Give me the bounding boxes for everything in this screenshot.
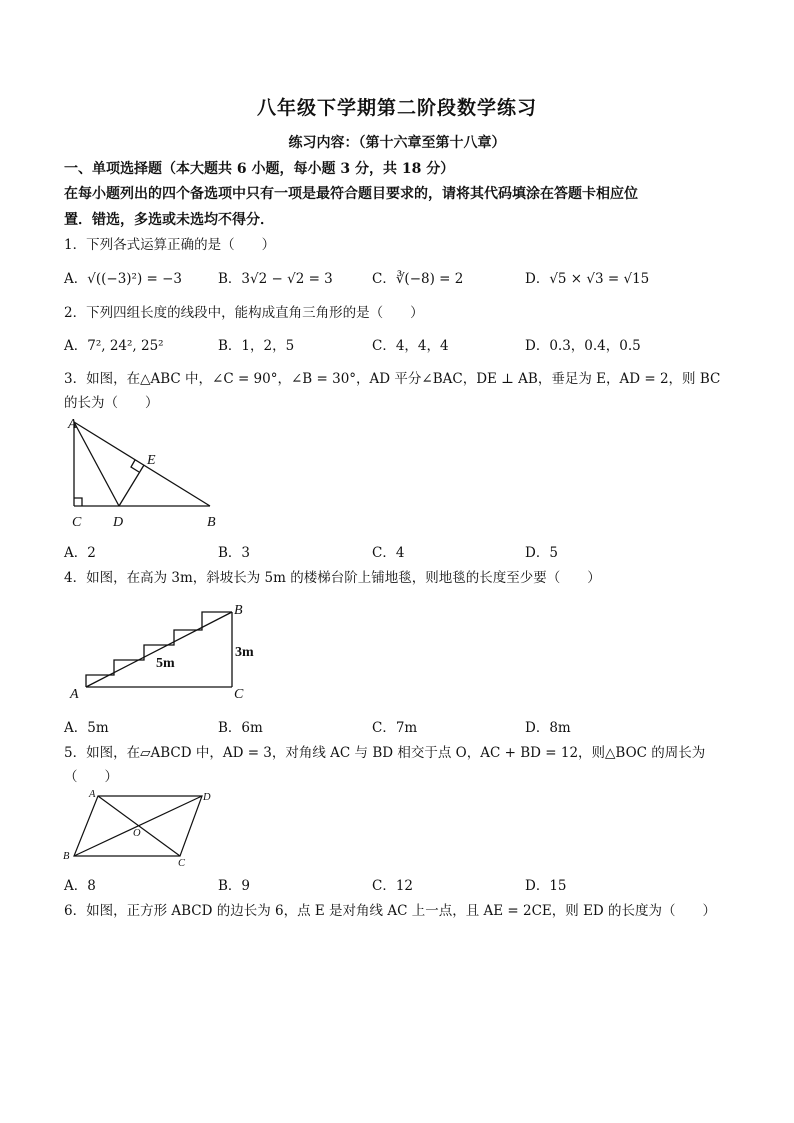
label-b: B <box>234 603 243 618</box>
label-b: B <box>63 851 70 862</box>
segment-ab <box>74 422 210 506</box>
question-4-stem: 4．如图，在高为 3m，斜坡长为 5m 的楼梯台阶上铺地毯，则地毯的长度至少要（ ） <box>64 570 601 586</box>
question-1-option-b[interactable]: B．3√2 − √2 = 3 <box>218 271 333 287</box>
question-1-stem: 1．下列各式运算正确的是（ ） <box>64 237 276 253</box>
question-5-option-d[interactable]: D．15 <box>525 878 567 894</box>
figure-staircase <box>62 596 262 704</box>
label-a: A <box>70 687 79 702</box>
label-a: A <box>68 417 77 432</box>
question-2-option-b[interactable]: B．1，2，5 <box>218 338 295 354</box>
question-5-stem-line1: 5．如图，在▱ABCD 中，AD = 3，对角线 AC 与 BD 相交于点 O，AC + BD = 12，则△BOC 的周长为 <box>64 745 706 761</box>
label-slope-length: 5m <box>156 656 175 671</box>
question-2-option-d[interactable]: D．0.3，0.4，0.5 <box>525 338 641 354</box>
label-c: C <box>72 515 82 530</box>
label-b: B <box>207 515 216 530</box>
question-3-stem-line1: 3．如图，在△ABC 中，∠C = 90°，∠B = 30°，AD 平分∠BAC，DE ⊥ AB，垂足为 E，AD = 2，则 BC <box>64 371 721 387</box>
question-1-option-c[interactable]: C．∛(−8) = 2 <box>372 271 464 287</box>
label-d: D <box>113 515 124 530</box>
figure-parallelogram <box>62 786 222 868</box>
question-5-option-c[interactable]: C．12 <box>372 878 414 894</box>
section-heading: 一、单项选择题（本大题共 6 小题，每小题 3 分，共 18 分） <box>64 161 455 177</box>
label-d: D <box>203 792 211 803</box>
label-a: A <box>89 789 96 800</box>
segment-ad <box>74 422 119 506</box>
question-2-stem: 2．下列四组长度的线段中，能构成直角三角形的是（ ） <box>64 305 424 321</box>
page-title: 八年级下学期第二阶段数学练习 <box>256 97 537 119</box>
question-1-option-a[interactable]: A．√((−3)²) = −3 <box>64 271 183 287</box>
question-5-option-b[interactable]: B．9 <box>218 878 251 894</box>
question-3-option-d[interactable]: D．5 <box>525 545 558 561</box>
segment-ab-slope <box>86 612 232 687</box>
question-4-option-b[interactable]: B．6m <box>218 720 263 736</box>
section-instruction-line2: 置．错选，多选或未选均不得分． <box>64 212 274 228</box>
question-5-option-a[interactable]: A．8 <box>64 878 96 894</box>
question-2-option-a[interactable]: A．7², 24², 25² <box>64 338 164 354</box>
question-3-option-b[interactable]: B．3 <box>218 545 251 561</box>
question-5-stem-line2: （ ） <box>64 769 118 785</box>
label-o: O <box>133 828 141 839</box>
segment-de <box>119 465 144 506</box>
figure-triangle-abc <box>62 414 227 532</box>
question-1-option-d[interactable]: D．√5 × √3 = √15 <box>525 271 650 287</box>
question-3-option-c[interactable]: C．4 <box>372 545 405 561</box>
right-angle-mark-c <box>74 498 82 506</box>
question-2-option-c[interactable]: C．4，4，4 <box>372 338 449 354</box>
page-subtitle: 练习内容：（第十六章至第十八章） <box>288 135 506 151</box>
label-height: 3m <box>235 645 254 660</box>
question-3-stem-line2: 的长为（ ） <box>64 395 159 411</box>
label-c: C <box>234 687 244 702</box>
question-4-option-c[interactable]: C．7m <box>372 720 418 736</box>
question-3-option-a[interactable]: A．2 <box>64 545 96 561</box>
section-instruction-line1: 在每小题列出的四个备选项中只有一项是最符合题目要求的，请将其代码填涂在答题卡相应位 <box>64 186 638 202</box>
question-6-stem: 6．如图，正方形 ABCD 的边长为 6，点 E 是对角线 AC 上一点，且 AE = 2CE，则 ED 的长度为（ ） <box>64 903 717 919</box>
question-4-option-d[interactable]: D．8m <box>525 720 571 736</box>
label-e: E <box>147 453 156 468</box>
question-4-option-a[interactable]: A．5m <box>64 720 109 736</box>
label-c: C <box>178 858 186 868</box>
